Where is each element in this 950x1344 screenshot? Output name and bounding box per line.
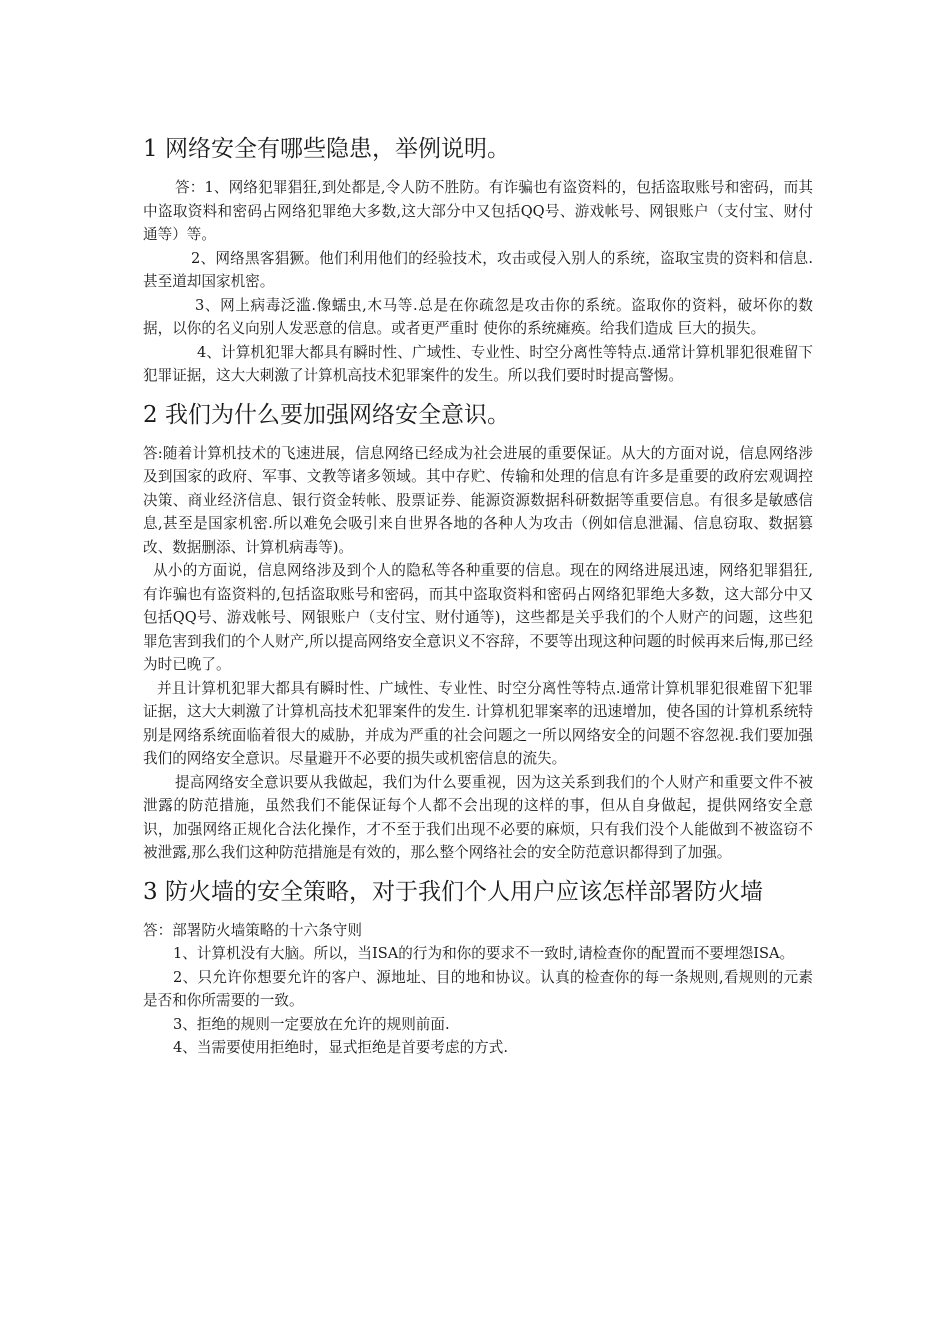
section-3-heading: 3 防火墙的安全策略，对于我们个人用户应该怎样部署防火墙 — [143, 878, 763, 905]
section-2-paragraph-1: 答:随着计算机技术的飞速进展，信息网络已经成为社会进展的重要保证。从大的方面对说，信息网络涉及到国家的政府、军事、文教等诸多领域。其中存贮、传输和处理的信息有许多是重要的政府宏观调控决策、商业经济信息、银行资金转帐、股票证券、能源资源数据科研数据等重要信息。有很多是敏感信息,甚至是国家机密.所以难免会吸引来自世界各地的各种人为攻击（例如信息泄漏、信息窃取、数据篡改、数据删添、计算机病毒等)。 — [143, 444, 813, 556]
section-1-body — [143, 176, 813, 388]
section-1-paragraph-2: 2、网络黑客猖獗。他们利用他们的经验技术，攻击或侵入别人的系统，盗取宝贵的资料和信息.甚至道却国家机密。 — [143, 249, 813, 290]
section-2-paragraph-4: 提高网络安全意识要从我做起，我们为什么要重视，因为这关系到我们的个人财产和重要文件不被泄露的防范措施，虽然我们不能保证每个人都不会出现的这样的事，但从自身做起，提供网络安全意识，加强网络正规化合法化操作，才不至于我们出现不必要的麻烦，只有我们没个人能做到不被盗窃不被泄露,那么我们这种防范措施是有效的，那么整个网络社会的安全防范意识都得到了加强。 — [143, 773, 813, 861]
section-2-paragraph-3: 并且计算机犯罪大都具有瞬时性、广域性、专业性、时空分离性等特点.通常计算机罪犯很难留下犯罪证据，这大大刺激了计算机高技术犯罪案件的发生. 计算机犯罪案率的迅速增加，使各国的计算机系统特别是网络系统面临着很大的威胁，并成为严重的社会问题之一所以网络安全的问题不容忽视.我们要加强我们的网络安全意识。尽量避开不必要的损失或机密信息的流失。 — [143, 679, 813, 767]
section-3-rule-1: 1、计算机没有大脑。所以，当ISA的行为和你的要求不一致时,请检查你的配置而不要埋怨ISA。 — [173, 945, 795, 962]
section-1-paragraph-3: 3、网上病毒泛滥.像蠕虫,木马等.总是在你疏忽是攻击你的系统。盗取你的资料，破坏你的数据，以你的名义向别人发恶意的信息。或者更严重时 使你的系统瘫痪。给我们造成 巨大的损失。 — [143, 296, 813, 337]
section-1-paragraph-1: 答：1、网络犯罪猖狂,到处都是,令人防不胜防。有诈骗也有盗资料的，包括盗取账号和密码，而其中盗取资料和密码占网络犯罪绝大多数,这大部分中又包括QQ号、游戏帐号、网银账户（支付宝、财付通等）等。 — [143, 179, 813, 243]
section-3-rule-3: 3、拒绝的规则一定要放在允许的规则前面. — [173, 1015, 450, 1033]
section-1-heading: 1 网络安全有哪些隐患，举例说明。 — [143, 136, 510, 162]
section-3-rule-4: 4、当需要使用拒绝时，显式拒绝是首要考虑的方式. — [173, 1039, 508, 1056]
document-body — [143, 132, 813, 1060]
section-1-paragraph-4: 4、计算机犯罪大都具有瞬时性、广域性、专业性、时空分离性等特点.通常计算机罪犯很难留下犯罪证据，这大大刺激了计算机高技术犯罪案件的发生。所以我们要时时提高警惕。 — [143, 343, 813, 384]
section-3-paragraph-1: 答：部署防火墙策略的十六条守则 — [143, 921, 362, 939]
section-3-rule-2: 2、只允许你想要允许的客户、源地址、目的地和协议。认真的检查你的每一条规则,看规则的元素是否和你所需要的一致。 — [143, 968, 813, 1009]
section-2-body — [143, 442, 813, 865]
section-2-heading: 2 我们为什么要加强网络安全意识。 — [143, 401, 510, 428]
section-3-body — [143, 919, 813, 1060]
section-2-paragraph-2: 从小的方面说，信息网络涉及到个人的隐私等各种重要的信息。现在的网络进展迅速，网络犯罪猖狂,有诈骗也有盗资料的,包括盗取账号和密码，而其中盗取资料和密码占网络犯罪绝大多数，这大部分中又包括QQ号、游戏帐号、网银账户（支付宝、财付通等)，这些都是关乎我们的个人财产的问题，这些犯罪危害到我们的个人财产,所以提高网络安全意识义不容辞，不要等出现这种问题的时候再来后悔,那已经为时已晚了。 — [143, 562, 813, 673]
